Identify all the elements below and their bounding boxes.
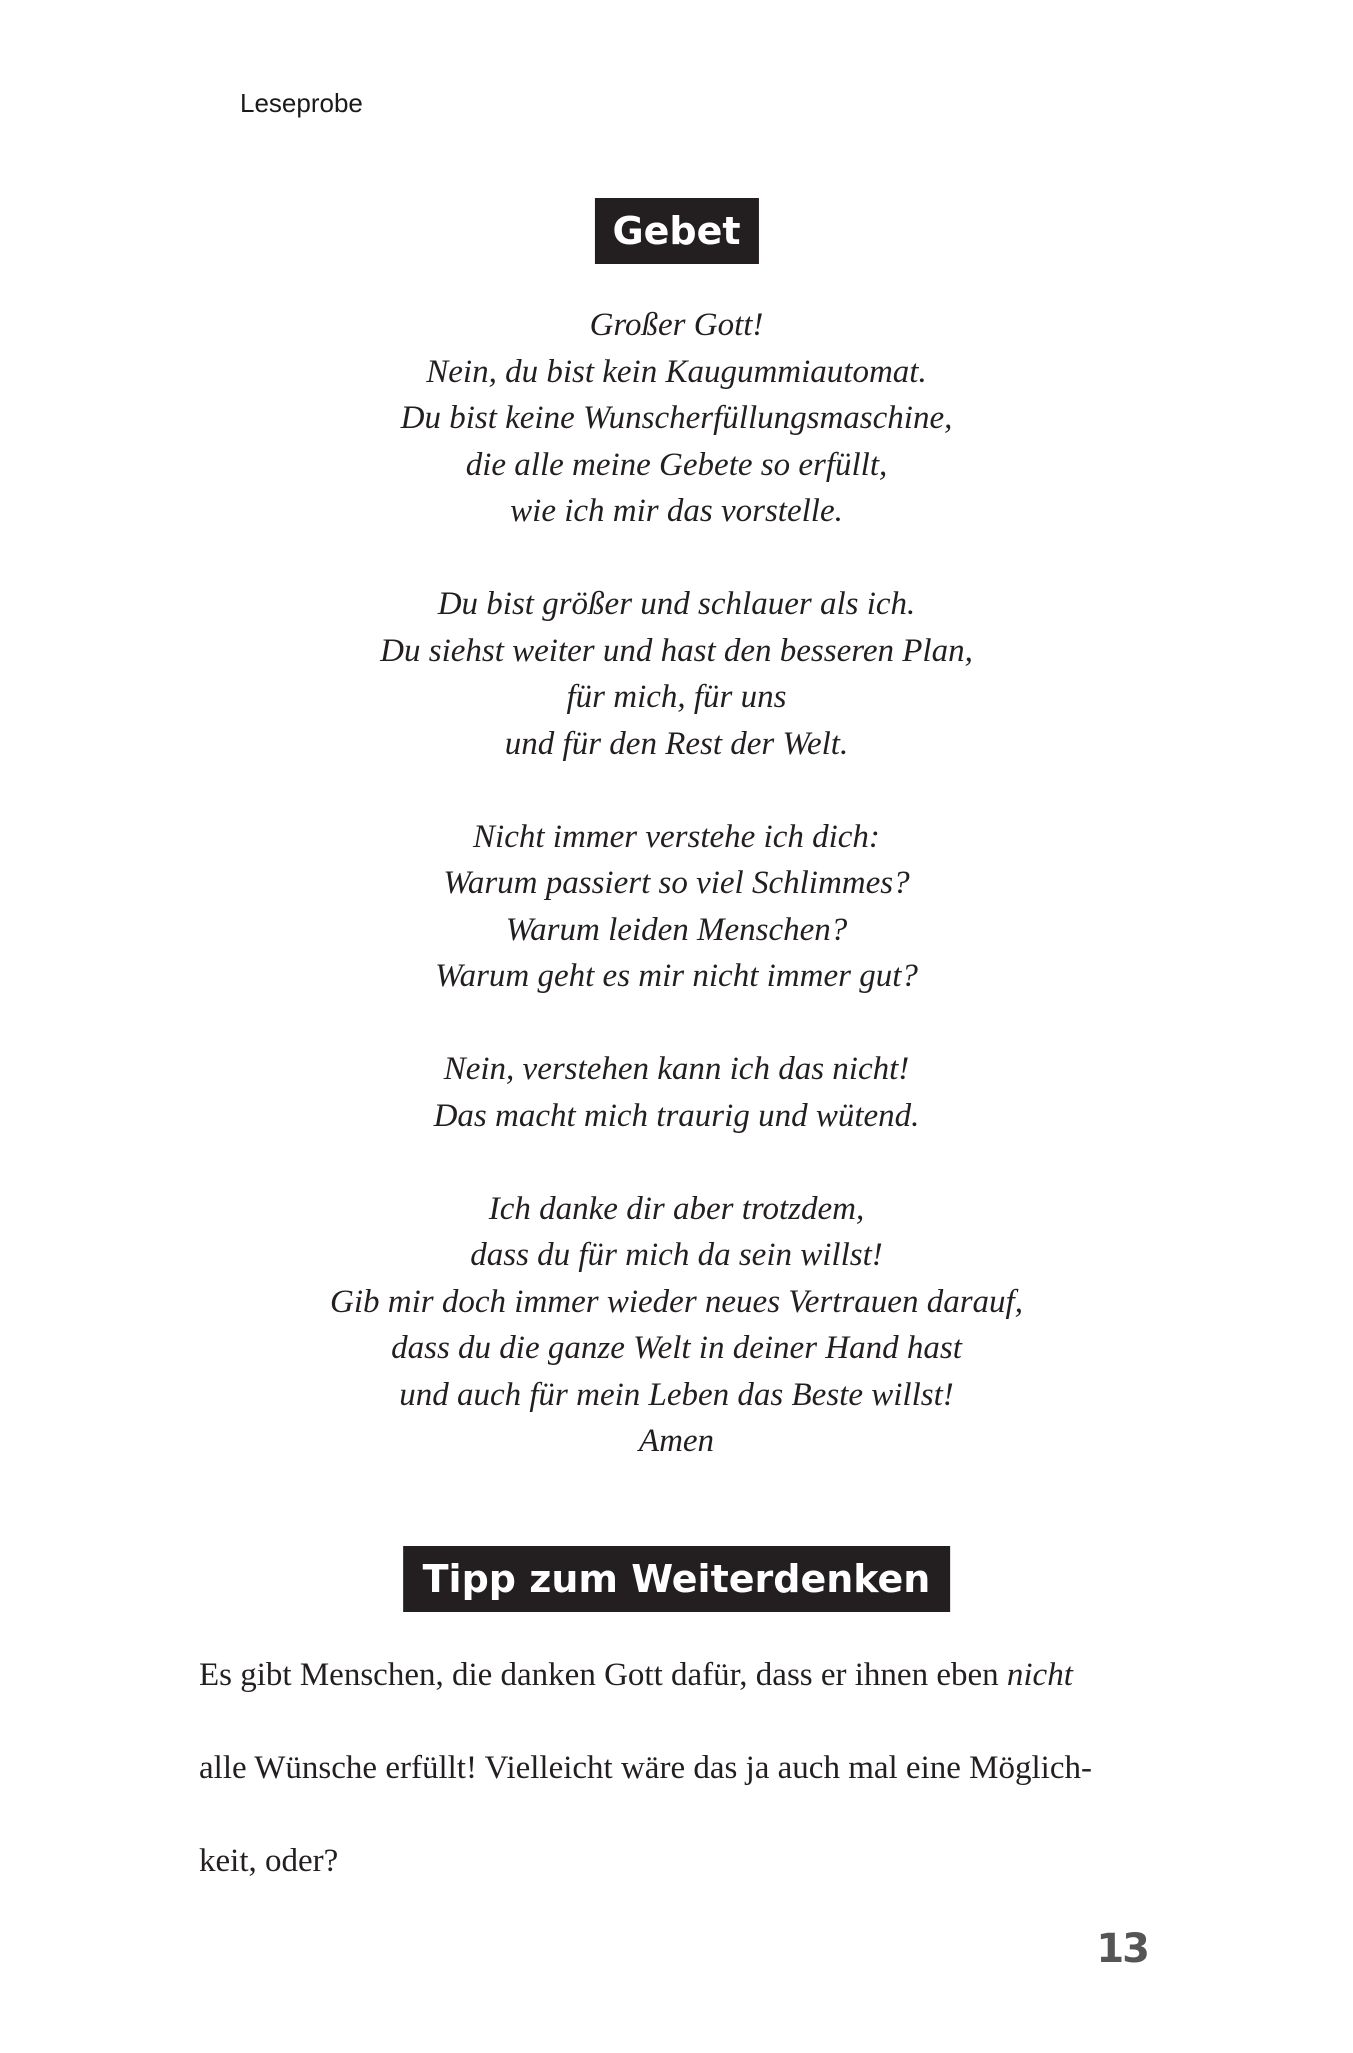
poem-line: und auch für mein Leben das Beste willst! — [399, 1376, 954, 1413]
poem-stanza — [0, 581, 1353, 767]
tip-paragraph — [199, 1652, 1159, 1885]
tip-line: alle Wünsche erfüllt! Vielleicht wäre das ja auch mal eine Möglich- — [199, 1750, 1092, 1786]
poem-line: Du siehst weiter und hast den besseren Plan, — [380, 632, 973, 669]
poem-line: Nicht immer verstehe ich dich: — [473, 818, 880, 855]
poem-line: dass du die ganze Welt in deiner Hand hast — [391, 1330, 962, 1366]
poem-line: Gib mir doch immer wieder neues Vertrauen darauf, — [330, 1283, 1023, 1320]
prayer-poem — [0, 302, 1353, 1465]
poem-stanza — [0, 1186, 1353, 1465]
poem-line: Du bist keine Wunscherfüllungsmaschine, — [400, 400, 953, 436]
page-number: 13 — [1096, 1926, 1148, 1972]
poem-line: Du bist größer und schlauer als ich. — [437, 586, 916, 622]
poem-line: Großer Gott! — [589, 307, 764, 343]
poem-line: Warum passiert so viel Schlimmes? — [443, 865, 910, 901]
poem-stanza — [0, 1046, 1353, 1139]
tip-line: keit, oder? — [199, 1843, 339, 1879]
header-label: Leseprobe — [240, 88, 363, 118]
tip-heading: Tipp zum Weiterdenken — [403, 1546, 951, 1612]
poem-line: Nein, verstehen kann ich das nicht! — [443, 1051, 910, 1087]
tip-line — [199, 1652, 1159, 1699]
poem-line: für mich, für uns — [566, 679, 787, 715]
poem-line: die alle meine Gebete so erfüllt, — [465, 446, 888, 483]
poem-stanza — [0, 302, 1353, 535]
poem-line: Nein, du bist kein Kaugummiautomat. — [426, 353, 927, 390]
poem-line: Warum geht es mir nicht immer gut? — [435, 958, 918, 994]
tip-line-text: Es gibt Menschen, die danken Gott dafür, dass er ihnen eben — [199, 1657, 1007, 1693]
poem-line: Amen — [638, 1423, 715, 1459]
poem-line: und für den Rest der Welt. — [504, 725, 849, 762]
poem-line: Ich danke dir aber trotzdem, — [488, 1190, 865, 1227]
prayer-heading: Gebet — [594, 198, 758, 264]
poem-stanza — [0, 814, 1353, 1000]
poem-line: Warum leiden Menschen? — [505, 911, 848, 948]
tip-emphasis: nicht — [1006, 1657, 1073, 1693]
poem-line: dass du für mich da sein willst! — [470, 1237, 883, 1273]
poem-line: Das macht mich traurig und wütend. — [433, 1097, 920, 1134]
poem-line: wie ich mir das vorstelle. — [510, 493, 843, 529]
